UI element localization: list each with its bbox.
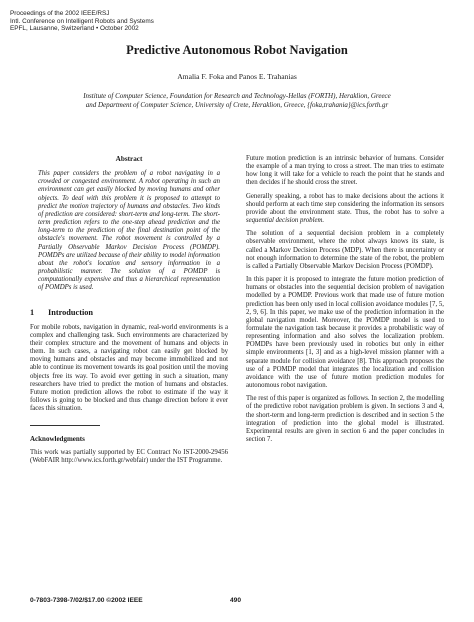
right-paragraph-1: Future motion prediction is an intrinsic behavior of humans. Consider the example of a man trying to cross a street. The man tries to estimate how long it will take for a vehicle to reach the point that he stands and then decides if he should cross the street. bbox=[246, 155, 444, 187]
abstract-body: This paper considers the problem of a robot navigating in a crowded or congested environment. A robot operating in such an environment can get easily blocked by moving humans and other objects. To deal with this problem it is proposed to attempt to predict the motion trajectory of humans and obstacles. Two kinds of prediction are considered: short-term and long-term. The short-term prediction refers to the one-step ahead prediction and the long-term to the prediction of the final destination point of the obstacle's movement. The robot movement is controlled by a Partially Observable Markov Decision Process (POMDP). POMDPs are utilized because of their ability to model information about the robot's location and sensory information in a probabilistic manner. The solution of a POMDP is computationally expensive and thus a hierarchical representation of POMDPs is used. bbox=[38, 170, 220, 292]
right-paragraph-5: The rest of this paper is organized as follows. In section 2, the modelling of the predictive robot navigation problem is given. In sections 3 and 4, the short-term and long-term prediction is described and in section 5 the integration of prediction into the global model is illustrated. Experimental results are given in section 6 and the paper concludes in section 7. bbox=[246, 395, 444, 443]
proceedings-line-1: Proceedings of the 2002 IEEE/RSJ bbox=[10, 10, 110, 17]
right-paragraph-2-emphasis: sequential decision problem. bbox=[246, 217, 325, 225]
proceedings-header bbox=[10, 10, 154, 33]
right-paragraph-2 bbox=[246, 193, 444, 226]
acknowledgments-body: This work was partially supported by EC Contract No IST-2000-29456 (WebFAIR http://www.ics.forth.gr/webfair) under the IST Programme. bbox=[30, 448, 228, 464]
proceedings-line-2: Intl. Conference on Intelligent Robots and Systems bbox=[10, 17, 154, 25]
section-title: Introduction bbox=[48, 307, 94, 317]
footnote-rule bbox=[30, 425, 100, 426]
right-column bbox=[246, 155, 444, 449]
paper-title: Predictive Autonomous Robot Navigation bbox=[126, 43, 348, 57]
section-number: 1 bbox=[30, 307, 35, 317]
right-paragraph-4: In this paper it is proposed to integrate the future motion prediction of humans or obstacles into the sequential decision problem of navigation modelled by a POMDP. Previous work that made use of future motion prediction has been only used in local collision avoidance modules [7, 5, 2, 9, 6]. In this paper, we make use of the prediction information in the global navigation model. Moreover, the POMDP model is used to formulate the navigation task because it provides a probabilistic way of representing information and also solves the localization problem. POMDPs have been previously used in robotics but only in either simple environments [1, 3] and as a high-level mission planner with a separate module for collision avoidance [8]. This approach proposes the use of a POMDP model that integrates the localization and collision avoidance with the use of future motion prediction modules for autonomous robot navigation. bbox=[246, 276, 444, 390]
left-column bbox=[30, 155, 228, 465]
paper-affiliation bbox=[24, 92, 450, 110]
affiliation-line-1: Institute of Computer Science, Foundation for Research and Technology-Hellas (FORTH), Heraklion, Greece bbox=[83, 92, 391, 100]
proceedings-line-3: EPFL, Lausanne, Switzerland • October 2002 bbox=[10, 25, 139, 33]
affiliation-line-2: and Department of Computer Science, University of Crete, Heraklion, Greece, {foka,trahania}@ics.forth.gr bbox=[85, 101, 389, 109]
abstract-heading: Abstract bbox=[115, 155, 143, 163]
footer-isbn: 0-7803-7398-7/02/$17.00 ©2002 IEEE bbox=[30, 597, 143, 604]
introduction-paragraph: For mobile robots, navigation in dynamic, real-world environments is a complex and challenging task. Such environments are characterized by their complex structure and the movement of humans and objects in them. In such cases, a navigating robot can easily get blocked by moving humans and obstacles and may become immobilized and not able to continue its movement towards its goal position until the moving objects free its way. To avoid ever getting in such a situation, many researchers have tried to predict the motion of humans and obstacles. Future motion prediction allows the robot to estimate if the way it follows is going to be blocked and thus change direction before it ever faces this situation. bbox=[30, 323, 228, 413]
right-paragraph-3: The solution of a sequential decision problem in a completely observable environment, where the robot always knows its state, is called a Markov Decision Process (MDP). When there is uncertainty or not enough information to determine the state of the robot, the problem is called a Partially Observable Markov Decision Process (POMDP). bbox=[246, 230, 444, 270]
paper-authors: Amalia F. Foka and Panos E. Trahanias bbox=[177, 72, 297, 81]
acknowledgments-heading: Acknowledgments bbox=[30, 435, 85, 444]
footer-page-number: 490 bbox=[230, 597, 242, 604]
right-paragraph-2-text: Generally speaking, a robot has to make decisions about the actions it should perform at each time step considering the information its sensors provide about the environment state. Thus, the robot has to solve a bbox=[246, 192, 444, 216]
introduction-heading bbox=[30, 309, 228, 317]
